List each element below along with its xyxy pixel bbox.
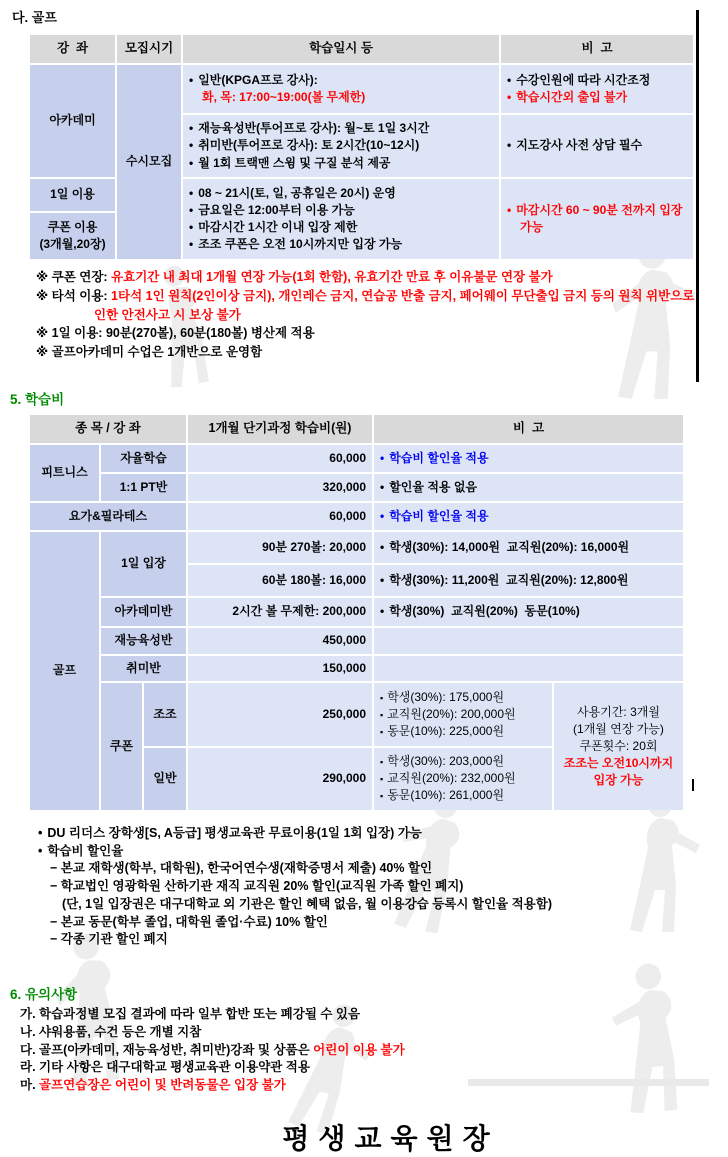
remarks-academy-general: [501, 65, 693, 113]
fee-yoga: 60,000: [188, 503, 372, 530]
remark-talent-empty: [374, 628, 683, 654]
coupon-usage-info: [554, 683, 683, 810]
fee-pt: 320,000: [188, 474, 372, 501]
course-talent-class: 재능육성반: [101, 628, 186, 654]
usage-line: 사용기간: 3개월: [577, 704, 660, 719]
schedule-line: • 취미반(투어프로 강사): 토 2시간(10~12시): [189, 137, 493, 154]
remark-line-discount: • 학습비 할인율 적용: [380, 508, 677, 525]
fee-coupon-early: 250,000: [188, 683, 372, 746]
schedule-line: • 마감시간 1시간 이내 입장 제한: [189, 219, 493, 236]
coupon-early: 조조: [144, 683, 186, 746]
remark-line: • 수강인원에 따라 시간조정: [507, 72, 687, 89]
remark-coupon-general: [374, 748, 552, 810]
schedule-line: • 08 ~ 21시(토, 일, 공휴일은 20시) 운영: [189, 185, 493, 202]
remark-yoga: [374, 503, 683, 530]
note-text-highlight: 유효기간 내 최대 1개월 연장 가능(1회 한함), 유효기간 만료 후 이유불문 연장 불가: [111, 270, 553, 284]
caution-e-highlight: 골프연습장은 어린이 및 반려동물은 입장 불가: [39, 1078, 286, 1092]
schedule-line: • 월 1회 트랙맨 스윙 및 구질 분석 제공: [189, 155, 493, 172]
fee-60min: 60분 180볼: 16,000: [188, 565, 372, 596]
remark-60min: [374, 565, 683, 596]
course-day-use: 1일 이용: [30, 179, 115, 211]
remark-line-highlight: • 마감시간 60 ~ 90분 전까지 입장 가능: [507, 202, 687, 236]
remark-line: • 학생(30%) 교직원(20%) 동문(10%): [380, 603, 677, 620]
remark-line: • 학생(30%): 11,200원 교직원(20%): 12,800원: [380, 572, 677, 589]
remark-self-study: [374, 445, 683, 472]
golf-notes: [36, 268, 709, 362]
fee-coupon-general: 290,000: [188, 748, 372, 810]
col-header-course: 강 좌: [30, 35, 115, 63]
schedule-academy-classes: [183, 115, 499, 177]
item-golf: 골프: [30, 532, 99, 810]
remark-academy: [374, 598, 683, 626]
course-hobby-class: 취미반: [101, 656, 186, 681]
discount-abolished: − 각종 기관 할인 폐지: [50, 932, 168, 947]
golf-schedule-table: [28, 33, 695, 261]
course-day-pass: 1일 입장: [101, 532, 186, 596]
subsection-heading-golf: 다. 골프: [12, 10, 57, 25]
schedule-day-coupon: [183, 179, 499, 259]
schedule-line: • 재능육성반(투어프로 강사): 월~토 1일 3시간: [189, 120, 493, 137]
fee-academy: 2시간 볼 무제한: 200,000: [188, 598, 372, 626]
fee-talent: 450,000: [188, 628, 372, 654]
section-heading-cautions: 6. 유의사항: [10, 987, 78, 1002]
discount-line: ▪ 학생(30%): 175,000원: [380, 689, 546, 706]
discount-line: ▪ 교직원(20%): 232,000원: [380, 770, 546, 787]
note-tee-use: [36, 287, 709, 325]
coupon-general: 일반: [144, 748, 186, 810]
course-academy: 아카데미: [30, 65, 115, 177]
remark-line: • 지도강사 사전 상담 필수: [507, 137, 687, 154]
caution-d: 라. 기타 사항은 대구대학교 평생교육관 이용약관 적용: [20, 1060, 310, 1075]
usage-line-highlight: 조조는 오전10시까지: [563, 755, 674, 770]
col-header-monthly-fee: 1개월 단기과정 학습비(원): [188, 415, 372, 443]
discount-line: ▪ 동문(10%): 261,000원: [380, 787, 546, 804]
item-fitness: 피트니스: [30, 445, 99, 501]
caution-c-text: 다. 골프(아카데미, 재능육성반, 취미반)강좌 및 상품은: [20, 1042, 314, 1057]
discount-students: − 본교 재학생(학부, 대학원), 한국어연수생(재학증명서 제출) 40% 할인: [50, 861, 433, 876]
recruit-period-cell: 수시모집: [117, 65, 181, 259]
remark-line: • 학생(30%): 14,000원 교직원(20%): 16,000원: [380, 539, 677, 556]
remark-pt: [374, 474, 683, 501]
col-header-item-course: 종 목 / 강 좌: [30, 415, 186, 443]
note-academy-class: ※ 골프아카데미 수업은 1개반으로 운영함: [36, 345, 263, 359]
remark-hobby-empty: [374, 656, 683, 681]
fee-hobby: 150,000: [188, 656, 372, 681]
note-label: ※ 타석 이용:: [36, 288, 108, 303]
discount-line: ▪ 학생(30%): 203,000원: [380, 753, 546, 770]
col-header-recruit-period: 모집시기: [117, 35, 181, 63]
usage-line: 쿠폰횟수: 20회: [579, 738, 658, 753]
fee-90min: 90분 270볼: 20,000: [188, 532, 372, 563]
course-coupon-label: 쿠폰 이용: [47, 219, 98, 234]
discount-line: ▪ 교직원(20%): 200,000원: [380, 706, 546, 723]
signature-title: 평생교육원장: [282, 1123, 499, 1155]
caution-b: 나. 샤워용품, 수건 등은 개별 지참: [20, 1024, 202, 1039]
remark-90min: [374, 532, 683, 563]
discount-info: [38, 825, 709, 949]
schedule-line: • 일반(KPGA프로 강사):: [189, 72, 493, 89]
remark-line: • 할인율 적용 없음: [380, 479, 677, 496]
col-header-remarks: 비 고: [374, 415, 683, 443]
note-coupon-extension: [36, 268, 709, 287]
remarks-day-coupon: [501, 179, 693, 259]
discount-rate-heading: • 학습비 할인율: [38, 843, 709, 861]
du-leaders-line: • DU 리더스 장학생[S, A등급] 평생교육관 무료이용(1일 1회 입장) 가능: [38, 825, 709, 843]
fee-self-study: 60,000: [188, 445, 372, 472]
discount-alumni: − 본교 동문(학부 졸업, 대학원 졸업·수료) 10% 할인: [50, 914, 328, 929]
col-header-remarks: 비 고: [501, 35, 693, 63]
item-yoga-pilates: 요가&필라테스: [30, 503, 186, 530]
discount-line: ▪ 동문(10%): 225,000원: [380, 723, 546, 740]
cautions-list: [20, 1006, 709, 1095]
note-text-highlight: 1타석 1인 원칙(2인이상 금지), 개인레슨 금지, 연습공 반출 금지, 페어웨이 무단출입 금지 등의 원칙 위반으로 인한 안전사고 시 보상 불가: [94, 288, 695, 322]
schedule-line-highlight: 화, 목: 17:00~19:00(볼 무제한): [202, 90, 366, 104]
schedule-line: • 금요일은 12:00부터 이용 가능: [189, 202, 493, 219]
fees-table: [28, 413, 685, 812]
usage-line: (1개월 연장 가능): [573, 721, 664, 736]
schedule-line: • 조조 쿠폰은 오전 10시까지만 입장 가능: [189, 236, 493, 253]
schedule-academy-general: [183, 65, 499, 113]
section-heading-fees: 5. 학습비: [10, 391, 65, 407]
course-self-study: 자율학습: [101, 445, 186, 472]
note-label: ※ 1일 이용:: [36, 326, 103, 341]
course-coupon-sublabel: (3개월,20장): [39, 237, 106, 251]
discount-staff: − 학교법인 영광학원 산하기관 재직 교직원 20% 할인(교직원 가족 할인 폐지): [50, 879, 464, 893]
note-label: ※ 쿠폰 연장:: [36, 270, 108, 284]
caution-e-prefix: 마.: [20, 1078, 40, 1092]
course-academy-class: 아카데미반: [101, 598, 186, 626]
course-pt: 1:1 PT반: [101, 474, 186, 501]
caution-e: [20, 1077, 709, 1095]
remark-line-discount: • 학습비 할인율 적용: [380, 450, 677, 467]
caution-c: [20, 1042, 709, 1060]
col-header-schedule: 학습일시 등: [183, 35, 499, 63]
remark-line-highlight: • 학습시간외 출입 불가: [507, 89, 687, 106]
note-day-use: [36, 324, 709, 343]
discount-staff-condition: (단, 1일 입장권은 대구대학교 외 기관은 할인 혜택 없음, 월 이용강습 등록시 할인율 적용함): [62, 896, 552, 911]
note-text: 90분(270볼), 60분(180볼) 병산제 적용: [105, 326, 315, 341]
usage-line-highlight: 입장 가능: [593, 772, 644, 787]
caution-c-highlight: 어린이 이용 불가: [313, 1042, 405, 1057]
course-coupon: 쿠폰: [101, 683, 142, 810]
course-coupon-use: [30, 213, 115, 259]
remarks-academy-classes: [501, 115, 693, 177]
caution-a: 가. 학습과정별 모집 결과에 따라 일부 합반 또는 폐강될 수 있음: [20, 1007, 361, 1021]
remark-coupon-early: [374, 683, 552, 746]
